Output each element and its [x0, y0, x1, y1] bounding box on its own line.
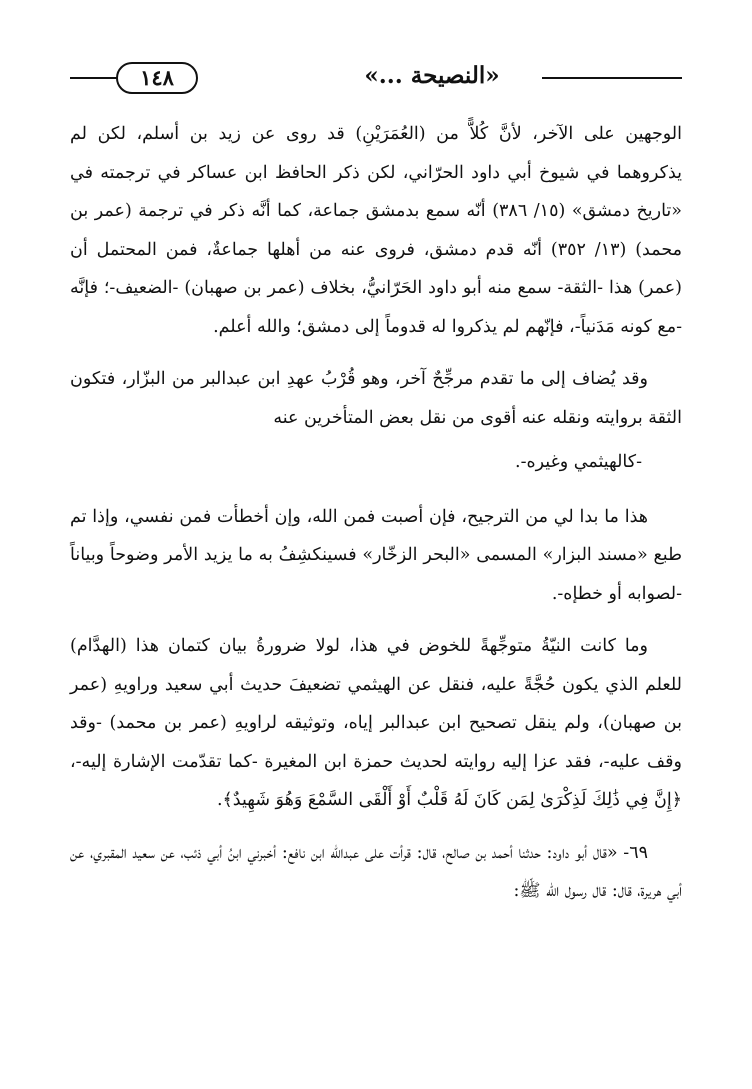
header-rule-right	[542, 77, 682, 79]
page-number: ١٤٨	[116, 62, 198, 94]
paragraph-1: الوجهين على الآخر، لأنَّ كُلاًّ من (العُمَرَيْنِ) قد روى عن زيد بن أسلم، لكن لم يذكروهما في شيوخ أبي داود الحرّاني، لكن ذكر الحافظ ابن عساكر في ترجمته في «تاريخ دمشق» (١٥/ ٣٨٦) أنّه سمع بدمشق جماعة، كما أنَّه ذكر في ترجمة (عمر بن محمد) (١٣/ ٣٥٢) أنّه قدم دمشق، فروى عنه من أهلها جماعةٌ، فمن المحتمل أن (عمر) هذا -الثقة- سمع منه أبو داود الحَرّانيُّ، بخلاف (عمر بن صهبان) -الضعيف-؛ فإنَّه -مع كونه مَدَنياً-، فإنّهم لم يذكروا له قدوماً إلى دمشق؛ والله أعلم.	[70, 124, 682, 337]
page-header	[70, 60, 682, 94]
running-title: «النصيحة ...»	[364, 62, 500, 89]
paragraph-2: وقد يُضاف إلى ما تقدم مرجِّحٌ آخر، وهو قُرْبُ عهدِ ابن عبدالبر من البزّار، فتكون الثقة بروايته ونقله عنه أقوى من نقل بعض المتأخرين عنه	[70, 369, 682, 428]
paragraph-2-tail: -كالهيثمي وغيره-.	[515, 452, 642, 472]
hadith-69: ٦٩- «قال أبو داود: حدثنا أحمد بن صالح، قال: قرأت على عبدالله ابن نافع: أخبرني ابنُ أبي ذئب، عن سعيد المقبري، عن أبي هريرة، قال: قال رسول الله ﷺ:	[70, 842, 682, 901]
paragraph-3: هذا ما بدا لي من الترجيح، فإن أصبت فمن الله، وإن أخطأت فمن نفسي، وإذا تم طبع «مسند البزار» المسمى «البحر الزخّار» فسينكشِفُ به ما يزيد الأمر وضوحاً وبياناً -لصوابه أو خطإه-.	[70, 506, 682, 604]
paragraph-4: وما كانت النيّةُ متوجِّهةً للخوض في هذا، لولا ضرورةُ بيان كتمان هذا (الهدَّام) للعلم الذي يكون حُجَّةً عليه، فنقل عن الهيثمي تضعيفَ حديث أبي سعيد وراويهِ (عمر بن صهبان)، ولم ينقل تصحيح ابن عبدالبر إياه، وتوثيقه لراويهِ (عمر بن محمد) -وقد وقف عليه-، فقد عزا إليه روايته لحديث حمزة ابن المغيرة -كما تقدّمت الإشارة إليه-، ﴿إِنَّ فِي ذَٰلِكَ لَذِكْرَىٰ لِمَن كَانَ لَهُ قَلْبٌ أَوْ أَلْقَى السَّمْعَ وَهُوَ شَهِيدٌ﴾.	[70, 636, 682, 810]
page-body	[70, 115, 682, 925]
